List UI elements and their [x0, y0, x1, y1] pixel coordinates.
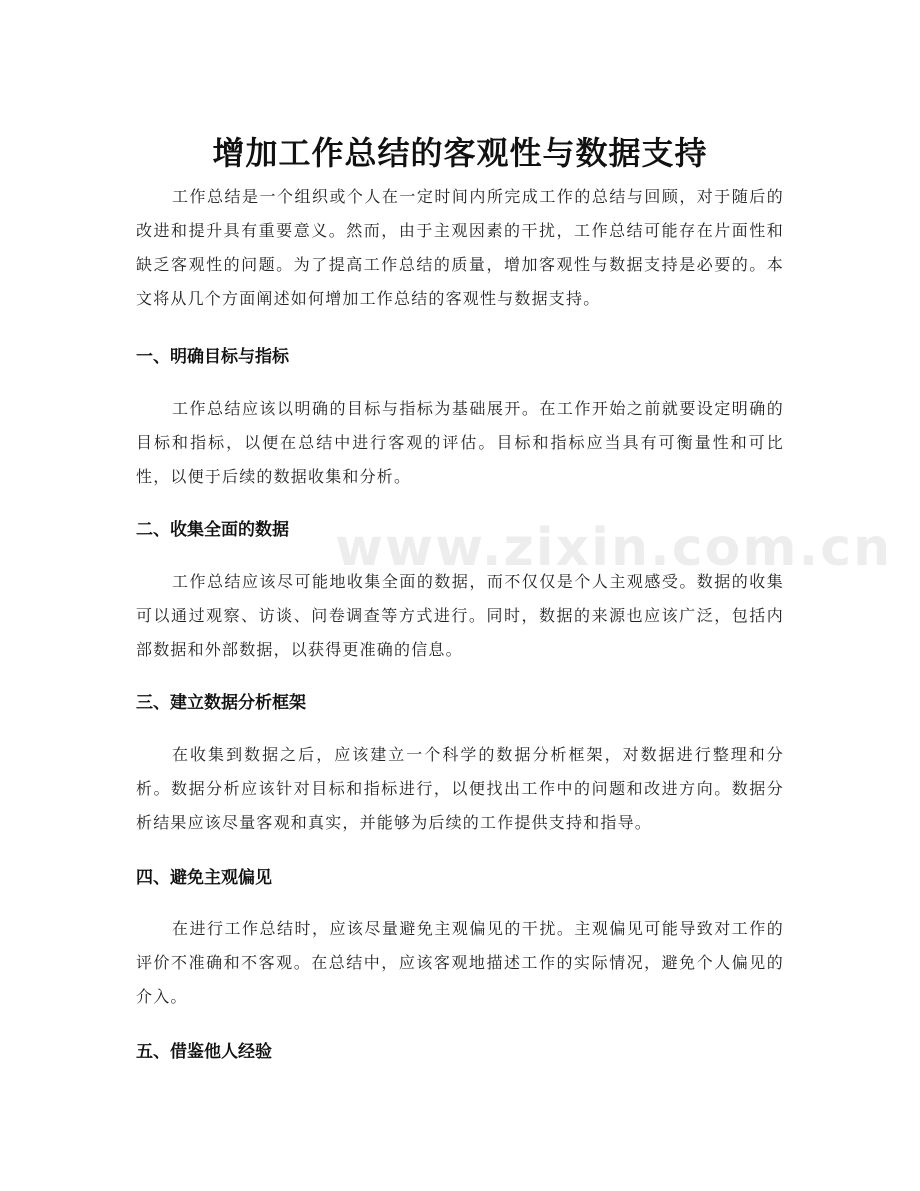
section-body-2: 工作总结应该尽可能地收集全面的数据，而不仅仅是个人主观感受。数据的收集可以通过观察、访谈、问卷调查等方式进行。同时，数据的来源也应该广泛，包括内部数据和外部数据，以获得更准确的信息。 — [136, 572, 784, 659]
section-body-3: 在收集到数据之后，应该建立一个科学的数据分析框架，对数据进行整理和分析。数据分析应该针对目标和指标进行，以便找出工作中的问题和改进方向。数据分析结果应该尽量客观和真实，并能够为后续的工作提供支持和指导。 — [136, 745, 784, 832]
watermark: www.zixin.com.cn — [335, 518, 893, 578]
intro-paragraph: 工作总结是一个组织或个人在一定时间内所完成工作的总结与回顾，对于随后的改进和提升具有重要意义。然而，由于主观因素的干扰，工作总结可能存在片面性和缺乏客观性的问题。为了提高工作总结的质量，增加客观性与数据支持是必要的。本文将从几个方面阐述如何增加工作总结的客观性与数据支持。 — [136, 187, 784, 308]
document-title: 增加工作总结的客观性与数据支持 — [212, 134, 708, 173]
section-heading-3: 三、建立数据分析框架 — [136, 693, 306, 713]
section-heading-2: 二、收集全面的数据 — [136, 520, 289, 540]
section-heading-1: 一、明确目标与指标 — [136, 347, 289, 367]
section-body-4: 在进行工作总结时，应该尽量避免主观偏见的干扰。主观偏见可能导致对工作的评价不准确和不客观。在总结中，应该客观地描述工作的实际情况，避免个人偏见的介入。 — [136, 919, 784, 1006]
section-heading-4: 四、避免主观偏见 — [136, 868, 272, 888]
section-body-1: 工作总结应该以明确的目标与指标为基础展开。在工作开始之前就要设定明确的目标和指标，以便在总结中进行客观的评估。目标和指标应当具有可衡量性和可比性，以便于后续的数据收集和分析。 — [136, 399, 784, 486]
section-heading-5: 五、借鉴他人经验 — [136, 1042, 272, 1062]
